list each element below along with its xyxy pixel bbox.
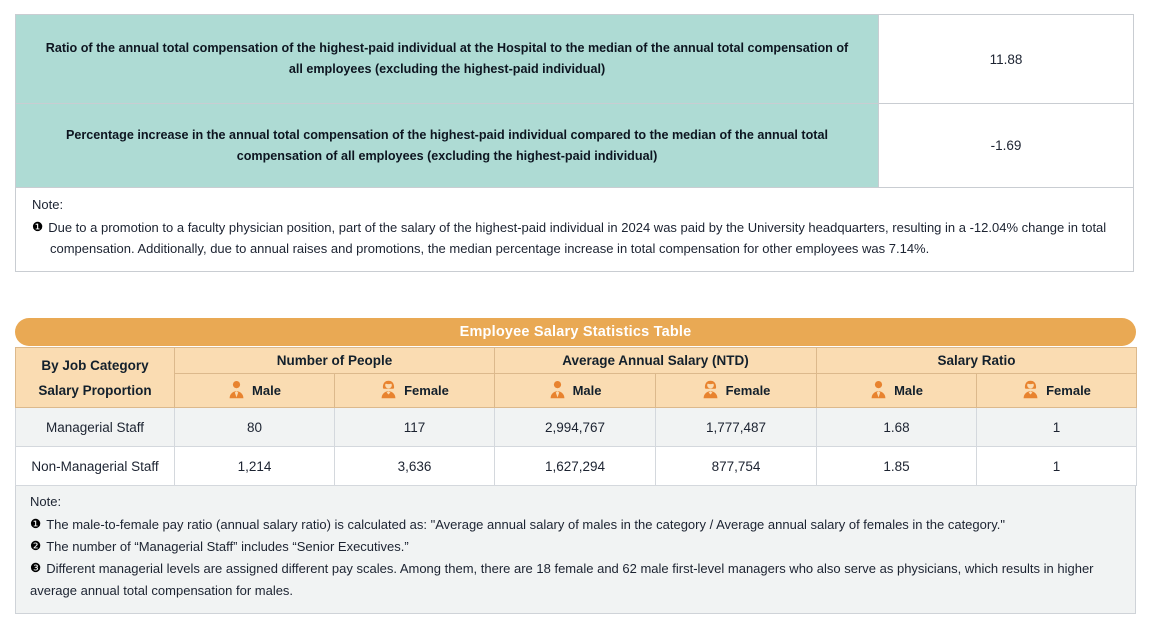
group-header-salary-ratio: Salary Ratio — [817, 348, 1137, 374]
group-header-number-of-people: Number of People — [175, 348, 495, 374]
note-item-text: The number of “Managerial Staff” includes “Senior Executives.” — [46, 539, 409, 554]
row-category-label: Non-Managerial Staff — [16, 447, 175, 486]
ratio-row-label: Ratio of the annual total compensation of the highest-paid individual at the Hospital to the median of the annual total compensation of all employees (excluding the highest-paid individual) — [16, 15, 878, 103]
note-item-continuation — [32, 238, 1117, 259]
sub-header-ratio-male — [817, 374, 977, 408]
note-item-text: Due to a promotion to a faculty physician position, part of the salary of the highest-paid individual in 2024 was paid by the University headquarters, resulting in a -12.04% change in total — [48, 220, 1107, 235]
ratio-row-value: -1.69 — [878, 103, 1133, 187]
note-heading: Note: — [32, 197, 64, 212]
cell-people-female: 117 — [335, 408, 495, 447]
note-item-text: The male-to-female pay ratio (annual salary ratio) is calculated as: "Average annual salary of males in the category / Average annual salary of females in the category." — [46, 517, 1005, 532]
salary-grid — [15, 347, 1137, 486]
table-row — [16, 103, 1133, 187]
sub-header-people-female — [335, 374, 495, 408]
row-category-label: Managerial Staff — [16, 408, 175, 447]
cell-ratio-male: 1.68 — [817, 408, 977, 447]
sub-header-salary-female — [656, 374, 817, 408]
sub-header-label: Male — [894, 383, 923, 398]
note-number-3-icon: ❸ — [30, 561, 42, 575]
salary-sub-header-row — [16, 374, 1137, 408]
note-item-text: average annual total compensation for males. — [30, 583, 294, 598]
note-number-1-icon: ❶ — [32, 220, 44, 234]
ratio-table — [15, 14, 1134, 272]
female-person-icon — [1022, 380, 1039, 402]
sub-header-salary-male — [495, 374, 656, 408]
note-item — [30, 558, 1121, 580]
ratio-table-note — [16, 187, 1133, 271]
cell-salary-male: 1,627,294 — [495, 447, 656, 486]
cell-salary-male: 2,994,767 — [495, 408, 656, 447]
male-person-icon — [228, 380, 245, 402]
cell-ratio-male: 1.85 — [817, 447, 977, 486]
sub-header-label: Female — [404, 383, 449, 398]
note-item — [30, 514, 1121, 536]
female-person-icon — [702, 380, 719, 402]
corner-header-line-2: Salary Proportion — [38, 382, 152, 398]
note-item — [30, 536, 1121, 558]
cell-people-male: 80 — [175, 408, 335, 447]
note-item — [32, 217, 1117, 238]
note-number-2-icon: ❷ — [30, 539, 42, 553]
sub-header-label: Male — [252, 383, 281, 398]
salary-table-note — [15, 486, 1136, 614]
sub-header-ratio-female — [977, 374, 1137, 408]
sub-header-label: Female — [1046, 383, 1091, 398]
cell-ratio-female: 1 — [977, 447, 1137, 486]
sub-header-label: Female — [725, 383, 771, 398]
sub-header-label: Male — [572, 383, 602, 398]
cell-people-female: 3,636 — [335, 447, 495, 486]
table-row — [16, 408, 1137, 447]
note-heading: Note: — [30, 494, 62, 509]
group-header-average-annual-salary: Average Annual Salary (NTD) — [495, 348, 817, 374]
note-number-1-icon: ❶ — [30, 517, 42, 531]
female-person-icon — [380, 380, 397, 402]
cell-salary-female: 877,754 — [656, 447, 817, 486]
note-item-text: compensation. Additionally, due to annual raises and promotions, the median percentage increase in total compensation for other employees was 7.14%. — [50, 241, 930, 256]
male-person-icon — [870, 380, 887, 402]
table-row — [16, 15, 1133, 103]
table-row — [16, 447, 1137, 486]
cell-people-male: 1,214 — [175, 447, 335, 486]
salary-statistics-table — [15, 318, 1136, 614]
ratio-row-value: 11.88 — [878, 15, 1133, 103]
note-item-text: Different managerial levels are assigned different pay scales. Among them, there are 18 female and 62 male first-level managers who also serve as physicians, which results in higher — [46, 561, 1094, 576]
salary-table-corner-header — [16, 348, 175, 408]
cell-salary-female: 1,777,487 — [656, 408, 817, 447]
ratio-row-label: Percentage increase in the annual total compensation of the highest-paid individual compared to the median of the annual total compensation of all employees (excluding the highest-paid individual) — [16, 103, 878, 187]
salary-table-title: Employee Salary Statistics Table — [15, 318, 1136, 346]
salary-group-header-row — [16, 348, 1137, 374]
male-person-icon — [549, 380, 566, 402]
corner-header-line-1: By Job Category — [41, 357, 149, 373]
cell-ratio-female: 1 — [977, 408, 1137, 447]
sub-header-people-male — [175, 374, 335, 408]
note-item-continuation — [30, 580, 1121, 602]
